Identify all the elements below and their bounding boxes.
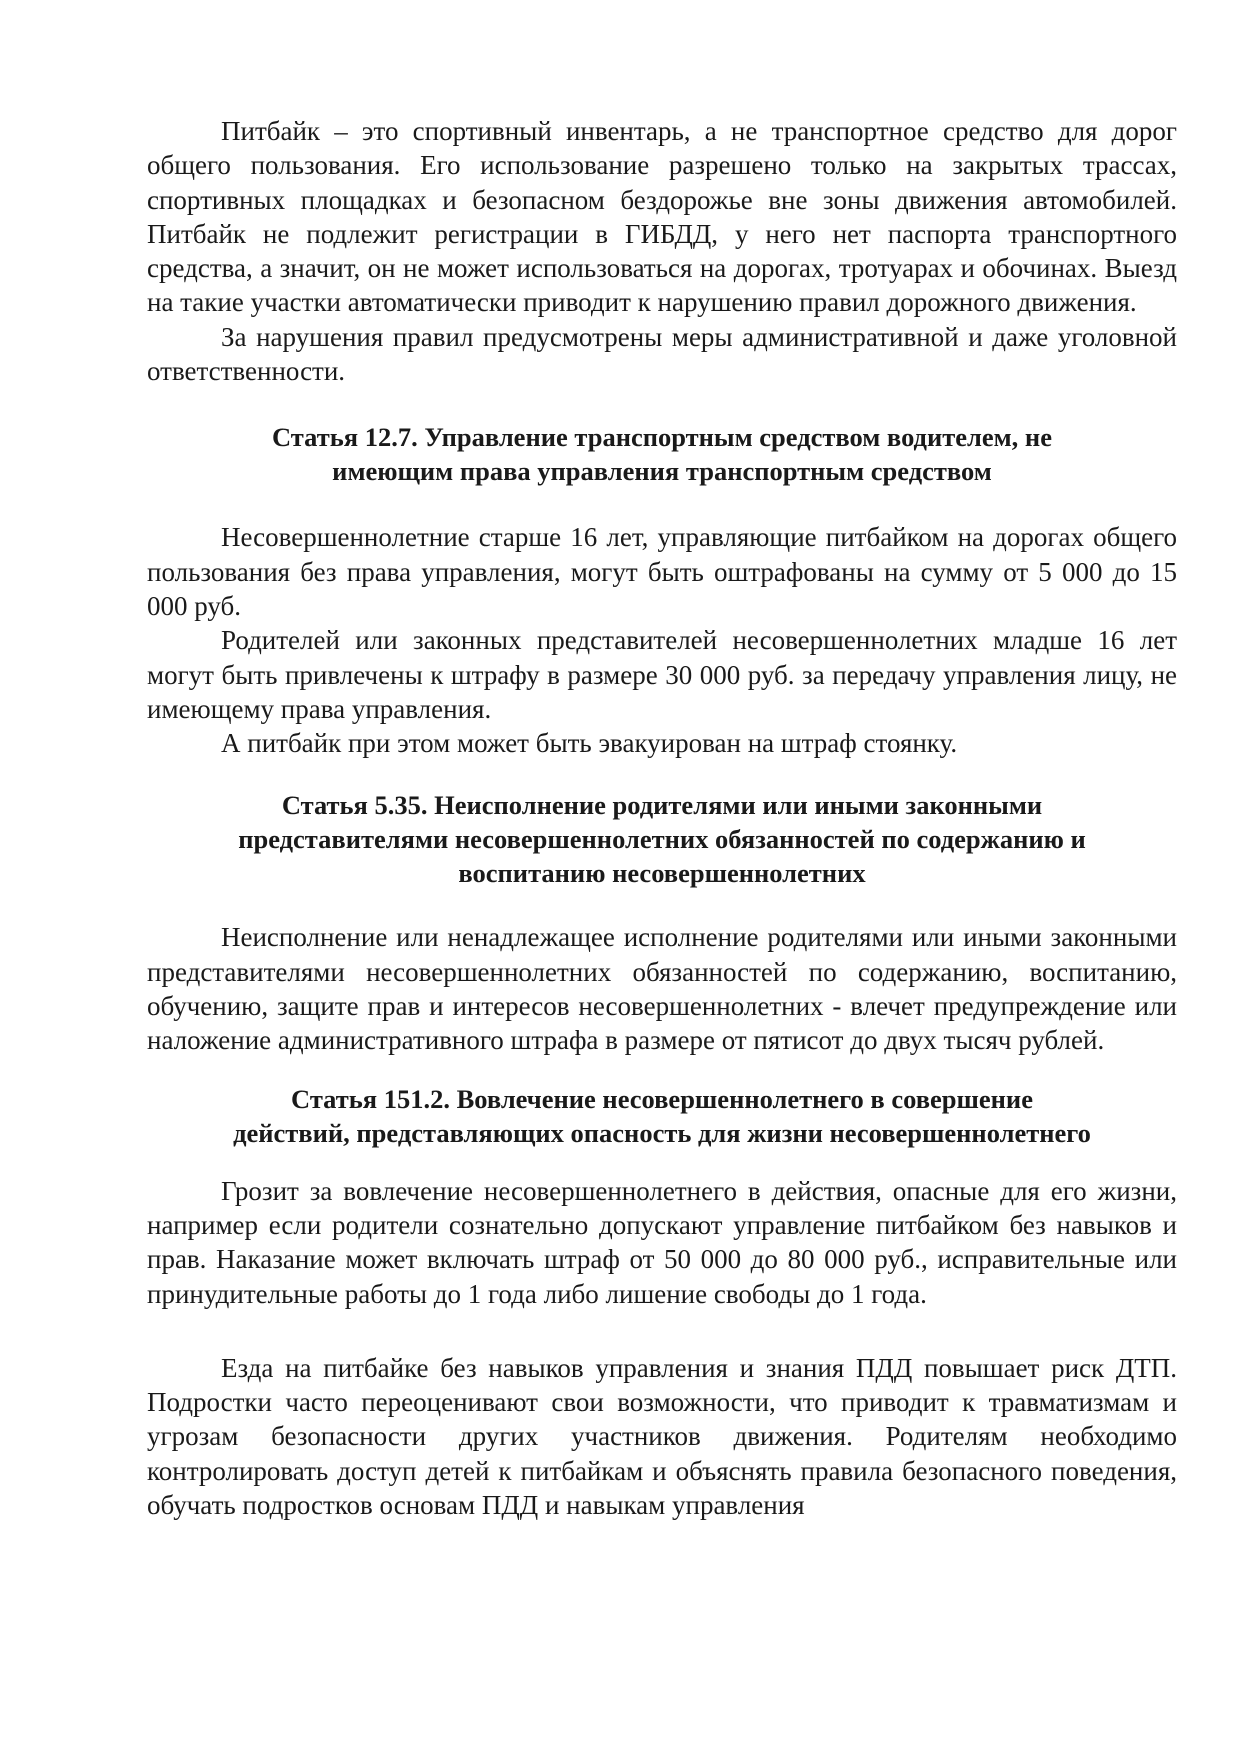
intro-paragraph-2: За нарушения правил предусмотрены меры административной и даже уголовной ответственности. xyxy=(147,321,1177,387)
article-5-35-heading xyxy=(147,788,1177,890)
article-151-2-heading xyxy=(147,1082,1177,1150)
article-12-7-heading xyxy=(147,420,1177,488)
article-12-7-paragraph-3: А питбайк при этом может быть эвакуирован на штраф стоянку. xyxy=(221,728,958,759)
article-12-7-paragraph-2: Родителей или законных представителей несовершеннолетних младше 16 лет могут быть привлечены к штрафу в размере 30 000 руб. за передачу управления лицу, не имеющему права управления. xyxy=(147,625,1177,724)
article-12-7-paragraph-1: Несовершеннолетние старше 16 лет, управляющие питбайком на дорогах общего пользования без права управления, могут быть оштрафованы на сумму от 5 000 до 15 000 руб. xyxy=(147,522,1177,621)
article-12-7-heading-line1: Статья 12.7. Управление транспортным средством водителем, не xyxy=(272,422,1052,453)
document-page xyxy=(147,114,1177,1522)
article-5-35-heading-line3: воспитанию несовершеннолетних xyxy=(458,858,866,889)
article-151-2-heading-line1: Статья 151.2. Вовлечение несовершеннолетнего в совершение xyxy=(291,1083,1033,1114)
closing-paragraph: Езда на питбайке без навыков управления и знания ПДД повышает риск ДТП. Подростки часто переоценивают свои возможности, что приводит к травматизмам и угрозам безопасности других участников движения. Родителям необходимо контролировать доступ детей к питбайкам и объяснять правила безопасного поведения, обучать подростков основам ПДД и навыкам управления xyxy=(147,1352,1177,1521)
article-151-2-heading-line2: действий, представляющих опасность для жизни несовершеннолетнего xyxy=(233,1117,1091,1148)
article-12-7-heading-line2: имеющим права управления транспортным средством xyxy=(332,456,992,487)
article-5-35-paragraph-1: Неисполнение или ненадлежащее исполнение родителями или иными законными представителями несовершеннолетних обязанностей по содержанию, воспитанию, обучению, защите прав и интересов несовершеннолетних - влечет предупреждение или наложение административного штрафа в размере от пятисот до двух тысяч рублей. xyxy=(147,922,1177,1056)
article-151-2-paragraph-1: Грозит за вовлечение несовершеннолетнего в действия, опасные для его жизни, например если родители сознательно допускают управление питбайком без навыков и прав. Наказание может включать штраф от 50 000 до 80 000 руб., исправительные или принудительные работы до 1 года либо лишение свободы до 1 года. xyxy=(147,1175,1177,1309)
intro-paragraph-1: Питбайк – это спортивный инвентарь, а не транспортное средство для дорог общего пользования. Его использование разрешено только на закрытых трассах, спортивных площадках и безопасном бездорожье вне зоны движения автомобилей. Питбайк не подлежит регистрации в ГИБДД, у него нет паспорта транспортного средства, а значит, он не может использоваться на дорогах, тротуарах и обочинах. Выезд на такие участки автоматически приводит к нарушению правил дорожного движения. xyxy=(147,116,1177,318)
article-5-35-heading-line1: Статья 5.35. Неисполнение родителями или иными законными xyxy=(281,790,1043,821)
article-5-35-heading-line2: представителями несовершеннолетних обязанностей по содержанию и xyxy=(238,824,1086,855)
